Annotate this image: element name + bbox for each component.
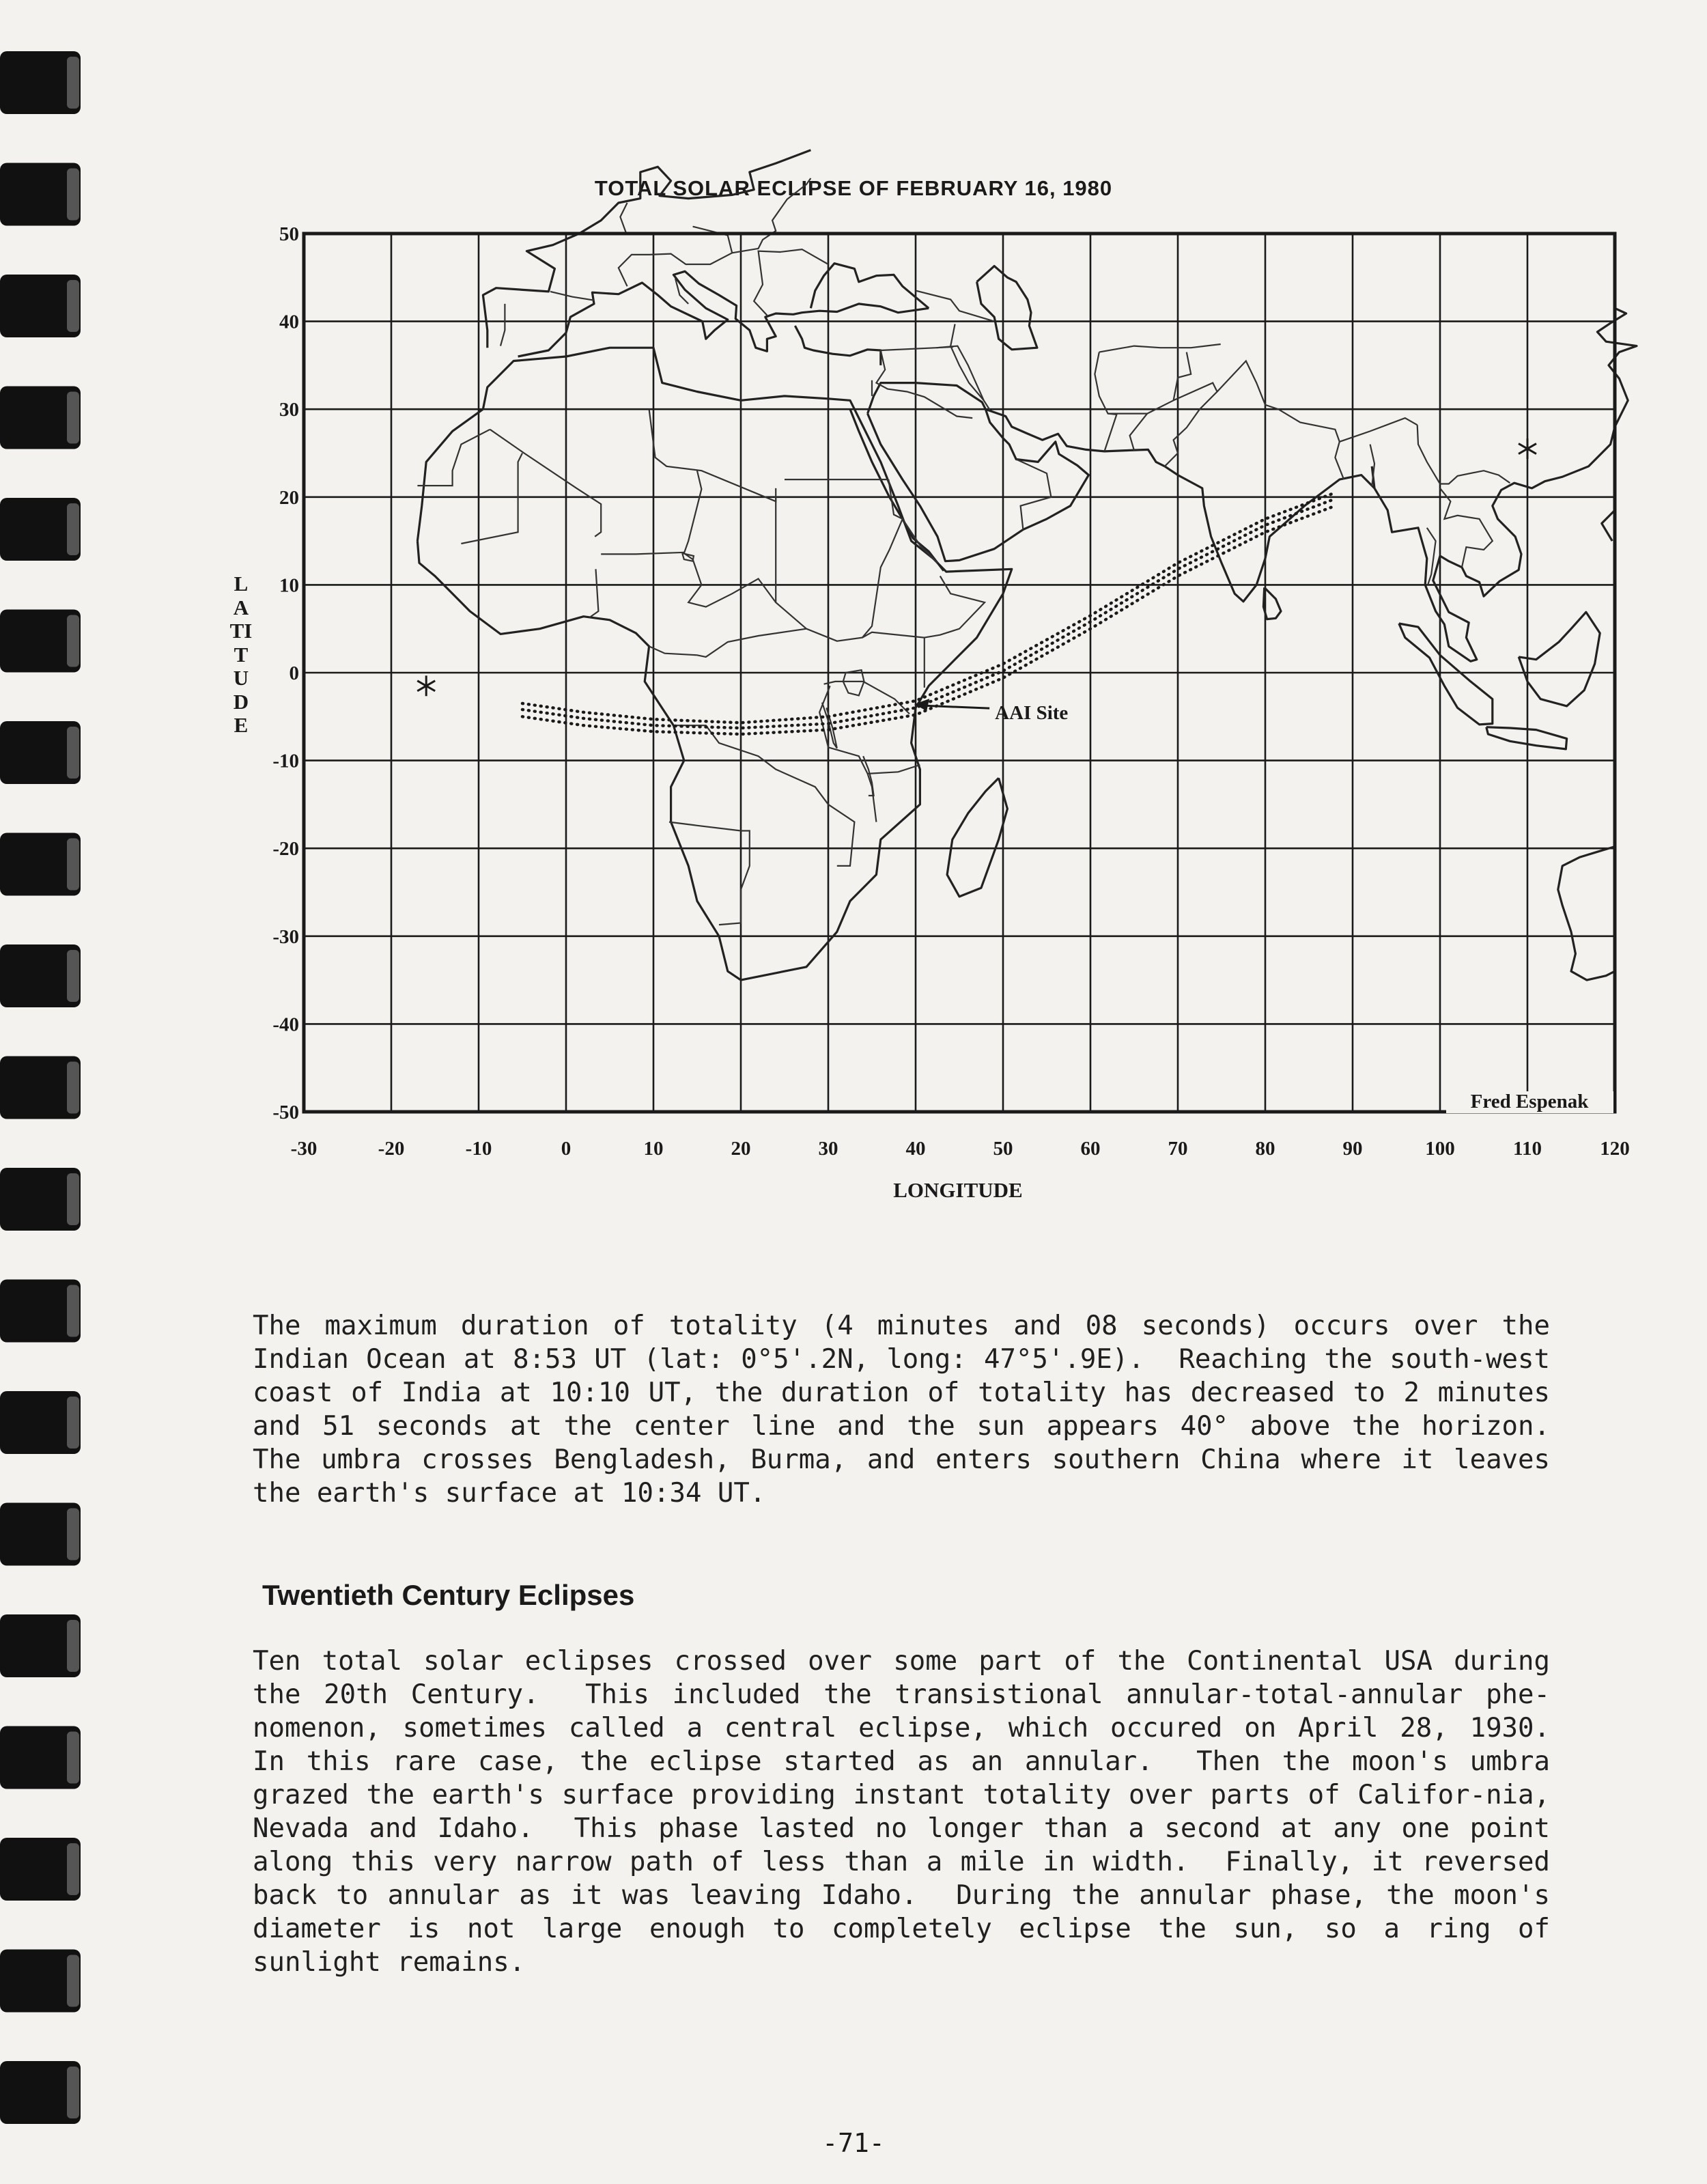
- paragraph-2: Ten total solar eclipses crossed over some part of the Continental USA during the 20th Century. This included the transistional annular-total-annular phe-nomenon, sometimes called a central eclipse, which occured on April 28, 1930. In this rare case, the eclipse started as an annular. Then the moon's umbra grazed the earth's surface providing instant totality over parts of Califor-nia, Nevada and Idaho. This phase lasted no longer than a second at any one point along this very narrow path of less than a mile in width. Finally, it reversed back to annular as it was leaving Idaho. During the annular phase, the moon's diameter is not large enough to completely eclipse the sun, so a ring of sunlight remains.: [253, 1646, 1582, 1978]
- y-tick-label: 10: [279, 574, 299, 597]
- x-tick-label: 90: [1342, 1138, 1363, 1160]
- country-border: [868, 765, 920, 774]
- credit-label: Fred Espenak: [1470, 1091, 1589, 1112]
- lake-chad: [682, 553, 694, 561]
- section-heading: Twentieth Century Eclipses: [262, 1579, 635, 1611]
- country-border: [550, 292, 594, 300]
- country-border: [1130, 414, 1148, 451]
- anatolia-south: [795, 326, 880, 365]
- x-tick-label: 10: [643, 1138, 664, 1160]
- country-border: [824, 682, 909, 714]
- country-border: [490, 430, 602, 537]
- x-tick-label: 110: [1513, 1138, 1542, 1160]
- madagascar: [947, 778, 1007, 897]
- binding-ring-highlight: [67, 1955, 79, 2007]
- asterisk-marker: [1519, 438, 1536, 459]
- eclipse-path: [522, 492, 1335, 734]
- country-border: [500, 304, 505, 346]
- country-border: [1417, 425, 1510, 484]
- africa-outline: [417, 348, 1011, 980]
- x-tick-label: -10: [465, 1138, 492, 1160]
- country-border: [461, 453, 522, 544]
- country-border: [1440, 488, 1493, 568]
- binding-ring-highlight: [67, 1620, 79, 1672]
- x-tick-label: 80: [1255, 1138, 1275, 1160]
- x-tick-label: 50: [993, 1138, 1013, 1160]
- x-tick-label: 120: [1600, 1138, 1630, 1160]
- y-axis-title: LATITUDE: [229, 572, 253, 737]
- path-central-line: [522, 499, 1335, 728]
- lake-victoria: [843, 670, 864, 695]
- country-border: [1335, 442, 1344, 479]
- binding-ring-highlight: [67, 2067, 79, 2118]
- y-tick-label: 50: [279, 223, 299, 245]
- asterisk-marker: [417, 675, 435, 696]
- mediterranean-north: [518, 271, 929, 356]
- persian-gulf: [985, 409, 1164, 466]
- y-tick-label: -30: [272, 925, 299, 948]
- y-tick-label: -10: [272, 750, 299, 772]
- country-border: [669, 822, 750, 925]
- sumatra: [1399, 624, 1493, 725]
- binding-ring-highlight: [67, 1843, 79, 1895]
- y-tick-label: 40: [279, 311, 299, 333]
- country-border: [1217, 361, 1417, 442]
- page-number: -71-: [822, 2128, 885, 2158]
- country-border: [888, 479, 937, 563]
- country-border: [937, 346, 990, 410]
- y-tick-label: 30: [279, 399, 299, 421]
- x-axis-title: LONGITUDE: [893, 1178, 1023, 1202]
- x-tick-label: 20: [731, 1138, 751, 1160]
- figure-title: TOTAL SOLAR ECLIPSE OF FEBRUARY 16, 1980: [594, 176, 1113, 200]
- country-border: [601, 552, 685, 555]
- country-border: [881, 347, 953, 350]
- x-tick-label: 0: [561, 1138, 572, 1160]
- red-sea-west: [850, 409, 944, 571]
- country-border: [754, 249, 828, 316]
- coastlines: [417, 150, 1637, 980]
- india: [1165, 427, 1615, 661]
- x-tick-label: 100: [1425, 1138, 1455, 1160]
- country-border: [1099, 344, 1221, 352]
- borneo: [1519, 612, 1600, 706]
- x-tick-label: 30: [818, 1138, 838, 1160]
- y-tick-label: -40: [272, 1013, 299, 1036]
- country-border: [649, 629, 806, 657]
- caspian: [977, 266, 1037, 350]
- x-tick-label: -30: [290, 1138, 318, 1160]
- country-border: [684, 471, 776, 606]
- x-tick-label: 60: [1080, 1138, 1101, 1160]
- annotation-arrowhead: [914, 699, 929, 711]
- country-border: [590, 569, 599, 617]
- paragraph-1: The maximum duration of totality (4 minutes and 08 seconds) occurs over the Indian Ocean at 8:53 UT (lat: 0°5'.2N, long: 47°5'.9E). Reaching the south-west coast of India at 10:10 UT, the duration of totality has decreased to 2 minutes and 51 seconds at the center line and the sun appears 40° above the horizon. The umbra crosses Bengladesh, Burma, and enters southern China where it leaves the earth's surface at 10:34 UT.: [253, 1311, 1582, 1509]
- country-borders: [417, 178, 1510, 925]
- country-border: [1095, 352, 1116, 451]
- lake-tanganyika: [822, 703, 837, 748]
- country-border: [776, 497, 903, 641]
- annotation-label: AAI Site: [995, 702, 1069, 725]
- binding-ring-highlight: [67, 1285, 79, 1337]
- path-north-limit: [522, 492, 1335, 723]
- binding-ring-highlight: [67, 1509, 79, 1560]
- binding-ring-highlight: [67, 1397, 79, 1448]
- country-border: [620, 203, 627, 234]
- europe: [483, 150, 810, 348]
- y-tick-label: -20: [272, 838, 299, 860]
- y-tick-label: 20: [279, 486, 299, 509]
- country-border: [649, 409, 776, 501]
- x-tick-label: -20: [378, 1138, 405, 1160]
- binding-ring-highlight: [67, 1732, 79, 1784]
- country-border: [1165, 383, 1217, 466]
- y-tick-label: -50: [272, 1102, 299, 1123]
- y-tick-label: 0: [289, 662, 299, 684]
- annotation-leader: [922, 705, 989, 708]
- australia-west: [1558, 847, 1615, 981]
- x-tick-label: 70: [1168, 1138, 1188, 1160]
- country-border: [732, 178, 810, 253]
- philippines-hint: [1602, 510, 1615, 541]
- x-tick-label: 40: [905, 1138, 926, 1160]
